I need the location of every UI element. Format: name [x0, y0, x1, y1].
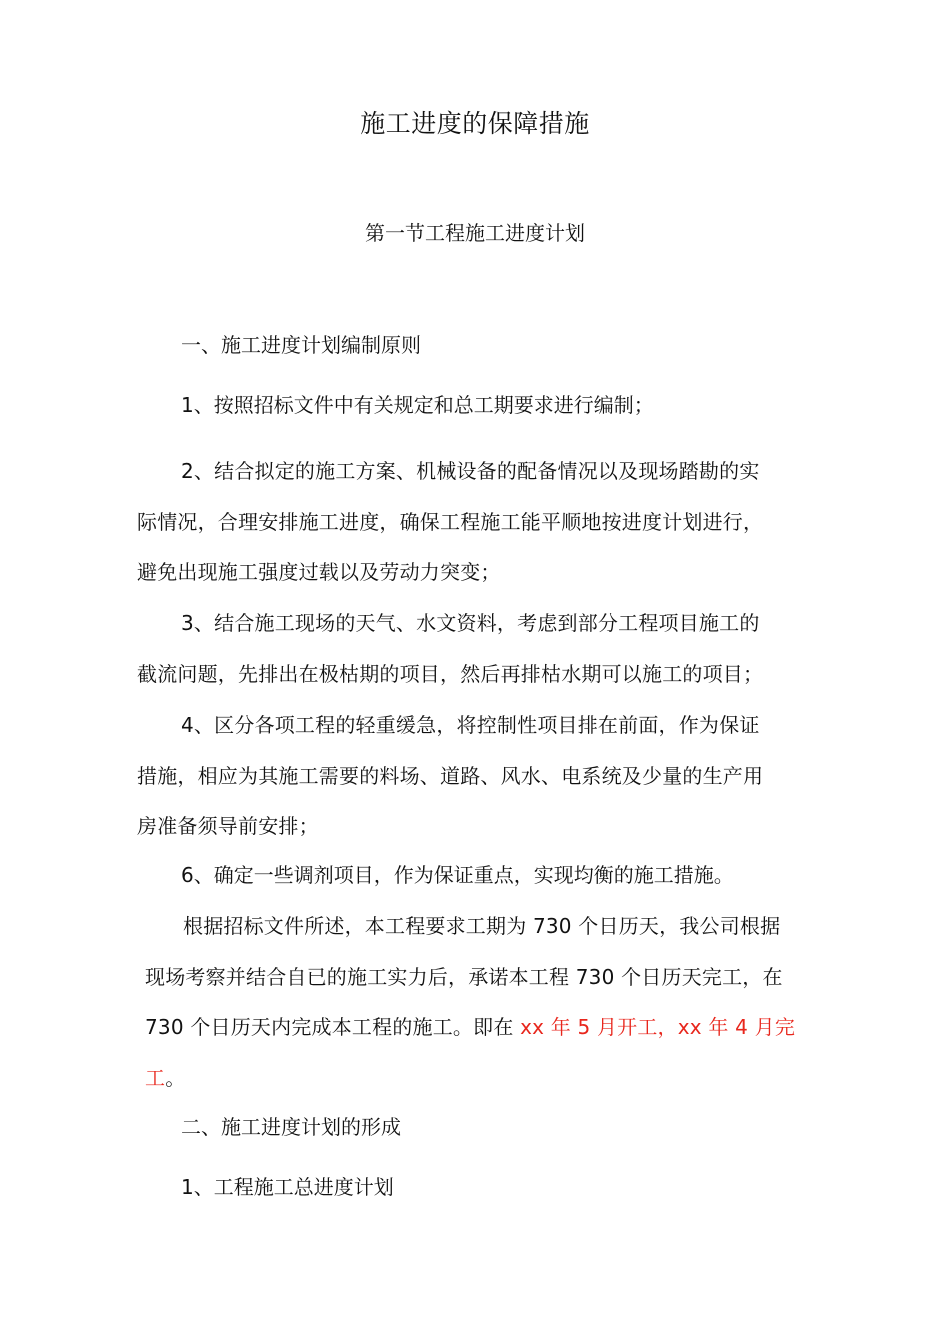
schedule-text: 730 个日历天内完成本工程的施工。即在 [145, 1015, 521, 1039]
list-item-4-line-3: 房准备须导前安排； [137, 814, 319, 838]
list-item-2-line-3: 避免出现施工强度过载以及劳动力突变； [137, 560, 501, 584]
list-item-3-line-1: 3、结合施工现场的天气、水文资料，考虑到部分工程项目施工的 [181, 611, 760, 635]
schedule-dates-highlight-end: 工 [145, 1065, 166, 1090]
section-heading-2: 二、施工进度计划的形成 [181, 1115, 401, 1139]
list-item-2-line-2: 际情况，合理安排施工进度，确保工程施工能平顺地按进度计划进行， [137, 509, 764, 534]
list-item-6: 6、确定一些调剂项目，作为保证重点，实现均衡的施工措施。 [181, 863, 734, 887]
list-item-4-line-1: 4、区分各项工程的轻重缓急，将控制性项目排在前面，作为保证 [181, 713, 760, 737]
list-item-3 [137, 598, 807, 699]
list-item-4-line-2: 措施，相应为其施工需要的料场、道路、风水、电系统及少量的生产用 [137, 763, 764, 788]
schedule-paragraph-line-1: 根据招标文件所述，本工程要求工期为 730 个日历天，我公司根据 [183, 914, 781, 938]
list-item-4 [137, 700, 807, 852]
page-title: 施工进度的保障措施 [360, 109, 590, 138]
section-heading-1: 一、施工进度计划编制原则 [181, 333, 421, 357]
list-item-2 [137, 446, 807, 598]
list-item-1: 1、按照招标文件中有关规定和总工期要求进行编制； [181, 393, 654, 417]
schedule-paragraph [145, 901, 815, 1103]
schedule-dates-highlight: xx 年 5 月开工，xx 年 4 月完 [520, 1015, 796, 1039]
section-subtitle: 第一节工程施工进度计划 [365, 221, 585, 245]
schedule-period: 。 [165, 1065, 186, 1090]
list-item-2-line-1: 2、结合拟定的施工方案、机械设备的配备情况以及现场踏勘的实 [181, 459, 760, 483]
schedule-paragraph-line-4 [145, 1053, 815, 1104]
list-item-3-line-2: 截流问题，先排出在极枯期的项目，然后再排枯水期可以施工的项目； [137, 661, 764, 686]
schedule-paragraph-line-3 [145, 1002, 815, 1053]
schedule-paragraph-line-2: 现场考察并结合自已的施工实力后，承诺本工程 730 个日历天完工，在 [145, 964, 783, 989]
section-2-item-1: 1、工程施工总进度计划 [181, 1175, 394, 1199]
